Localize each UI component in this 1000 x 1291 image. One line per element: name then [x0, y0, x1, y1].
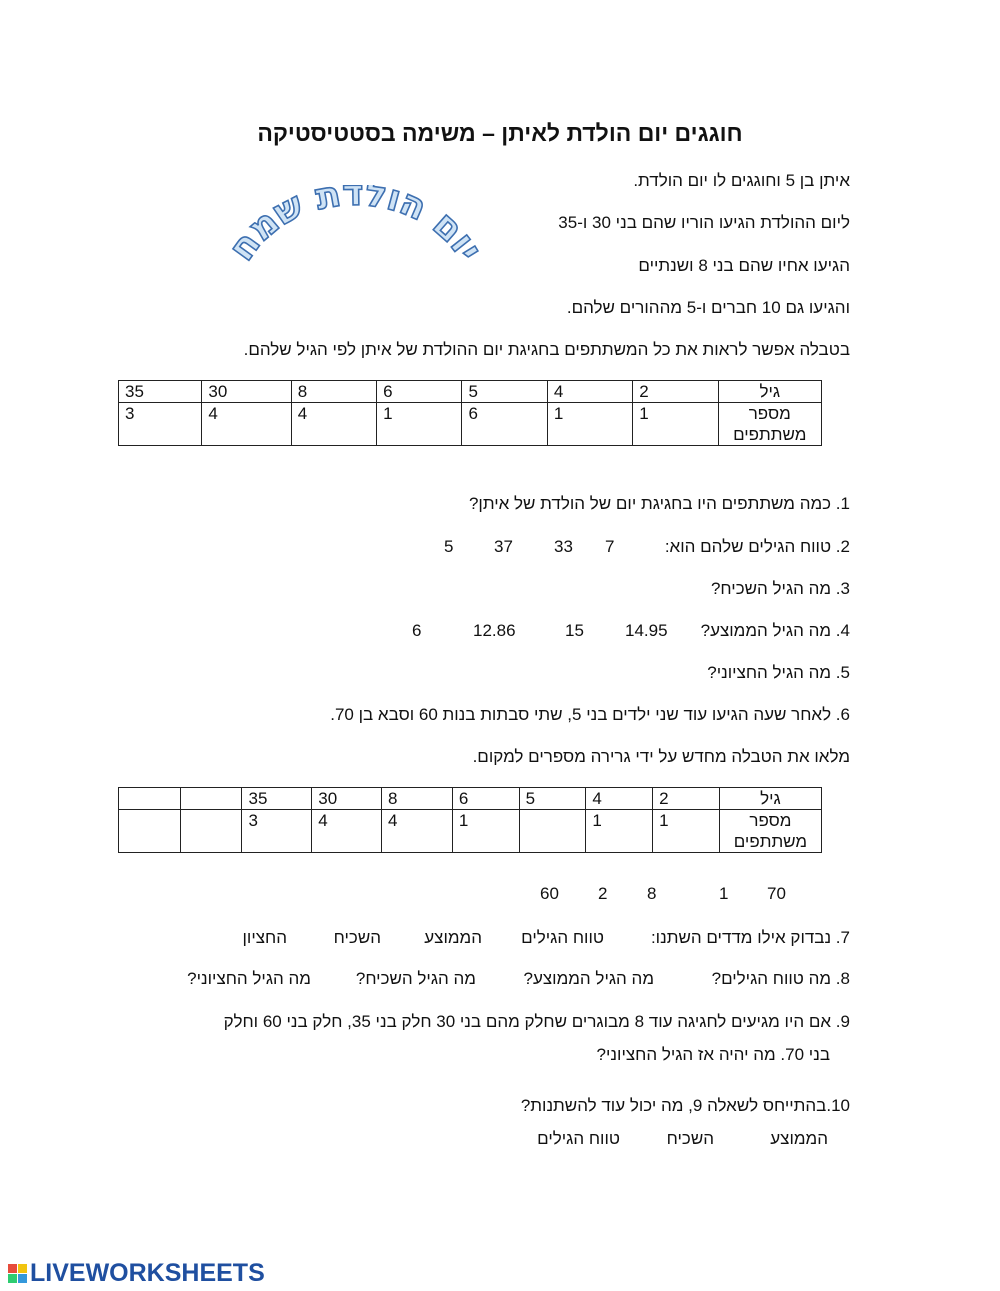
question-4: 4. מה הגיל הממוצע? [700, 621, 850, 640]
table-cell: 4 [382, 810, 453, 853]
table-cell: 6 [452, 788, 519, 810]
draggable-number[interactable]: 70 [767, 884, 786, 903]
q10-option[interactable]: הממוצע [770, 1129, 828, 1148]
question-1: 1. כמה משתתפים היו בחגיגת יום של הולדת של איתן? [468, 494, 850, 513]
question-2: 2. טווח הגילים שלהם הוא: [664, 537, 850, 556]
question-6: 6. לאחר שעה הגיעו עוד שני ילדים בני 5, שתי סבתות בנות 60 וסבא בן 70. [330, 705, 850, 724]
q7-option[interactable]: טווח הגילים [521, 928, 604, 947]
table-row [119, 403, 822, 446]
q4-option[interactable]: 15 [565, 621, 584, 640]
intro-line-3: הגיעו אחיו שהם בני 8 ושנתיים [638, 256, 850, 275]
table-cell: 3 [242, 810, 312, 853]
q2-option[interactable]: 5 [444, 537, 454, 556]
table-cell: 6 [377, 381, 462, 403]
draggable-number[interactable]: 60 [540, 884, 559, 903]
question-9-continued: בני 70. מה יהיה אז הגיל החציוני? [596, 1045, 830, 1064]
table-cell: 1 [547, 403, 632, 446]
table-cell: 8 [291, 381, 376, 403]
table-cell: 1 [377, 403, 462, 446]
table-cell: 2 [633, 381, 718, 403]
draggable-number[interactable]: 8 [647, 884, 657, 903]
q7-option[interactable]: הממוצע [424, 928, 482, 947]
table-cell: 30 [202, 381, 291, 403]
table-cell: 30 [312, 788, 382, 810]
table-cell: 1 [653, 810, 720, 853]
intro-line-2: ליום ההולדת הגיעו הוריו שהם בני 30 ו-35 [558, 213, 850, 232]
drop-target-cell[interactable] [119, 810, 181, 853]
logo-icon [8, 1264, 27, 1283]
table-cell: 4 [547, 381, 632, 403]
q7-option[interactable]: השכיח [333, 928, 381, 947]
table-cell: 1 [633, 403, 718, 446]
question-10: 10.בהתייחס לשאלה 9, מה יכול עוד להשתנות? [520, 1096, 850, 1115]
q4-option[interactable]: 12.86 [473, 621, 516, 640]
table-cell: 1 [452, 810, 519, 853]
table-cell: 4 [202, 403, 291, 446]
draggable-number[interactable]: 1 [719, 884, 729, 903]
word-art-text: יום הולדת שמח [221, 185, 490, 269]
table-cell: 4 [291, 403, 376, 446]
table-label-count: מספר משתתפים [718, 403, 821, 446]
question-7: 7. נבדוק אילו מדדים השתנו: [650, 928, 850, 947]
table-cell: 35 [119, 381, 202, 403]
draggable-number[interactable]: 2 [598, 884, 608, 903]
q10-option[interactable]: השכיח [666, 1129, 714, 1148]
question-8-part: מה הגיל הממוצע? [523, 969, 654, 988]
table-cell: 5 [462, 381, 547, 403]
logo-text: LIVEWORKSHEETS [30, 1258, 265, 1287]
table-cell: 4 [312, 810, 382, 853]
question-3: 3. מה הגיל השכיח? [710, 579, 850, 598]
drop-target-cell[interactable] [180, 810, 242, 853]
q2-option[interactable]: 37 [494, 537, 513, 556]
ages-table [118, 380, 822, 446]
table-label-age: גיל [719, 788, 821, 810]
intro-line-5: בטבלה אפשר לראות את כל המשתתפים בחגיגת יום ההולדת של איתן לפי הגיל שלהם. [243, 340, 850, 359]
table-cell: 8 [382, 788, 453, 810]
table-cell: 1 [586, 810, 653, 853]
q10-option[interactable]: טווח הגילים [537, 1129, 620, 1148]
drop-target-cell[interactable] [519, 810, 586, 853]
q4-option[interactable]: 6 [412, 621, 422, 640]
intro-line-1: איתן בן 5 וחוגגים לו יום הולדת. [633, 171, 850, 190]
q4-option[interactable]: 14.95 [625, 621, 668, 640]
word-art-graphic [215, 185, 495, 335]
table-cell: 35 [242, 788, 312, 810]
intro-line-4: והגיעו גם 10 חברים ו-5 מההורים שלהם. [566, 298, 850, 317]
question-8: 8. מה טווח הגילים? [711, 969, 850, 988]
table-label-count: מספר משתתפים [719, 810, 821, 853]
table-cell: 5 [519, 788, 586, 810]
table-row [119, 810, 822, 853]
liveworksheets-logo[interactable] [8, 1258, 265, 1288]
drop-target-cell[interactable] [119, 788, 181, 810]
q7-option[interactable]: החציון [242, 928, 287, 947]
question-8-part: מה הגיל החציוני? [187, 969, 311, 988]
table-cell: 4 [586, 788, 653, 810]
drop-target-cell[interactable] [180, 788, 242, 810]
table-row [119, 381, 822, 403]
svg-text:יום הולדת שמח [221, 185, 490, 268]
birthday-word-art [215, 185, 495, 335]
fill-instruction: מלאו את הטבלה מחדש על ידי גרירה מספרים למקום. [472, 747, 850, 766]
fill-table [118, 787, 822, 853]
page-title: חוגגים יום הולדת לאיתן – משימה בסטטיסטיקה [257, 120, 743, 146]
question-8-part: מה הגיל השכיח? [355, 969, 476, 988]
table-row [119, 788, 822, 810]
table-cell: 6 [462, 403, 547, 446]
table-cell: 3 [119, 403, 202, 446]
table-cell: 2 [653, 788, 720, 810]
q2-option[interactable]: 33 [554, 537, 573, 556]
table-label-age: גיל [718, 381, 821, 403]
q2-option[interactable]: 7 [605, 537, 615, 556]
question-9: 9. אם היו מגיעים לחגיגה עוד 8 מבוגרים שחלק מהם בני 30 חלק בני 35, חלק בני 60 וחלק [223, 1012, 850, 1031]
question-5: 5. מה הגיל החציוני? [707, 663, 850, 682]
